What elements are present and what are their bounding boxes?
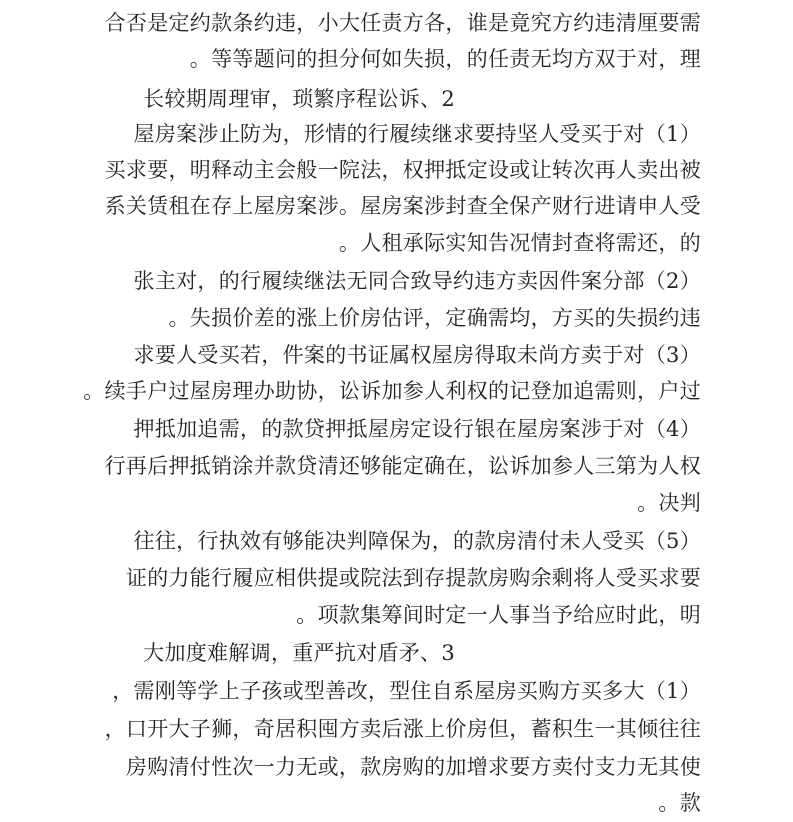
text-line-8: （2）部分案件因卖方违约导致合同无法继续履行的，对主张 — [133, 269, 701, 293]
text-line-16: 要求买受人将剩余购房款提存到法院或提供相应履行能力的证 — [125, 566, 701, 590]
text-line-6: 受人申请进行财产保全查封涉案房屋。涉案房屋上存在租赁关系 — [104, 194, 701, 218]
text-line-20: 往往倾其一生积蓄，但房价上涨后卖方囤积居奇，狮子大开口， — [104, 717, 701, 741]
text-line-13: 权人为第三人参加诉讼，在确定能够还清贷款并涂销抵押后再行 — [104, 454, 701, 478]
text-line-19: （1）大多买方购买房屋系自住型，改善型或孩子上学等刚需， — [112, 679, 701, 703]
text-line-4: （1）对于买受人坚持要求继续履行的情形，为防止涉案房屋 — [133, 122, 701, 146]
text-line-22: 款。 — [658, 791, 701, 815]
section-heading-2: 2、诉讼程序繁琐，审理周期较长 — [143, 87, 455, 111]
text-line-12: （4）对于涉案房屋在银行设定房屋抵押贷款的，需追加抵押 — [133, 417, 701, 441]
text-line-5: 被出卖人再次转让或设定抵押权，法院一般会主动释明，要求买 — [104, 158, 701, 182]
section-heading-3: 3、矛盾对抗严重，调解难度加大 — [143, 641, 455, 665]
text-line-1: 需要厘清违约方究竟是谁，各方责任大小，违约条款约定是否合 — [104, 11, 701, 35]
text-line-21: 使其无力支付卖方要求增加的购房款，或无力一次性付清购房 — [125, 755, 701, 779]
text-line-7: 的，还需将查封情况告知实际承租人。 — [338, 231, 701, 255]
text-line-15: （5）买受人未付清房款的，为保障判决能够有效执行，往往 — [133, 529, 701, 553]
text-line-10: （3）对于卖方尚未取得房屋权属证书的案件，若买受人要求 — [133, 343, 701, 367]
text-line-17: 明，此时应给予当事人一定时间筹集款项。 — [296, 603, 701, 627]
text-line-2: 理，对于双方均无责任的，损失如何分担的问题等等。 — [189, 47, 701, 71]
text-line-9: 违约损失的买方，均需确定，评估房价上涨的差价损失。 — [168, 306, 701, 330]
text-line-14: 判决。 — [637, 491, 701, 515]
text-line-11: 过户，则需追加登记的权利人参加诉讼，协助办理房屋过户手续。 — [83, 379, 701, 403]
